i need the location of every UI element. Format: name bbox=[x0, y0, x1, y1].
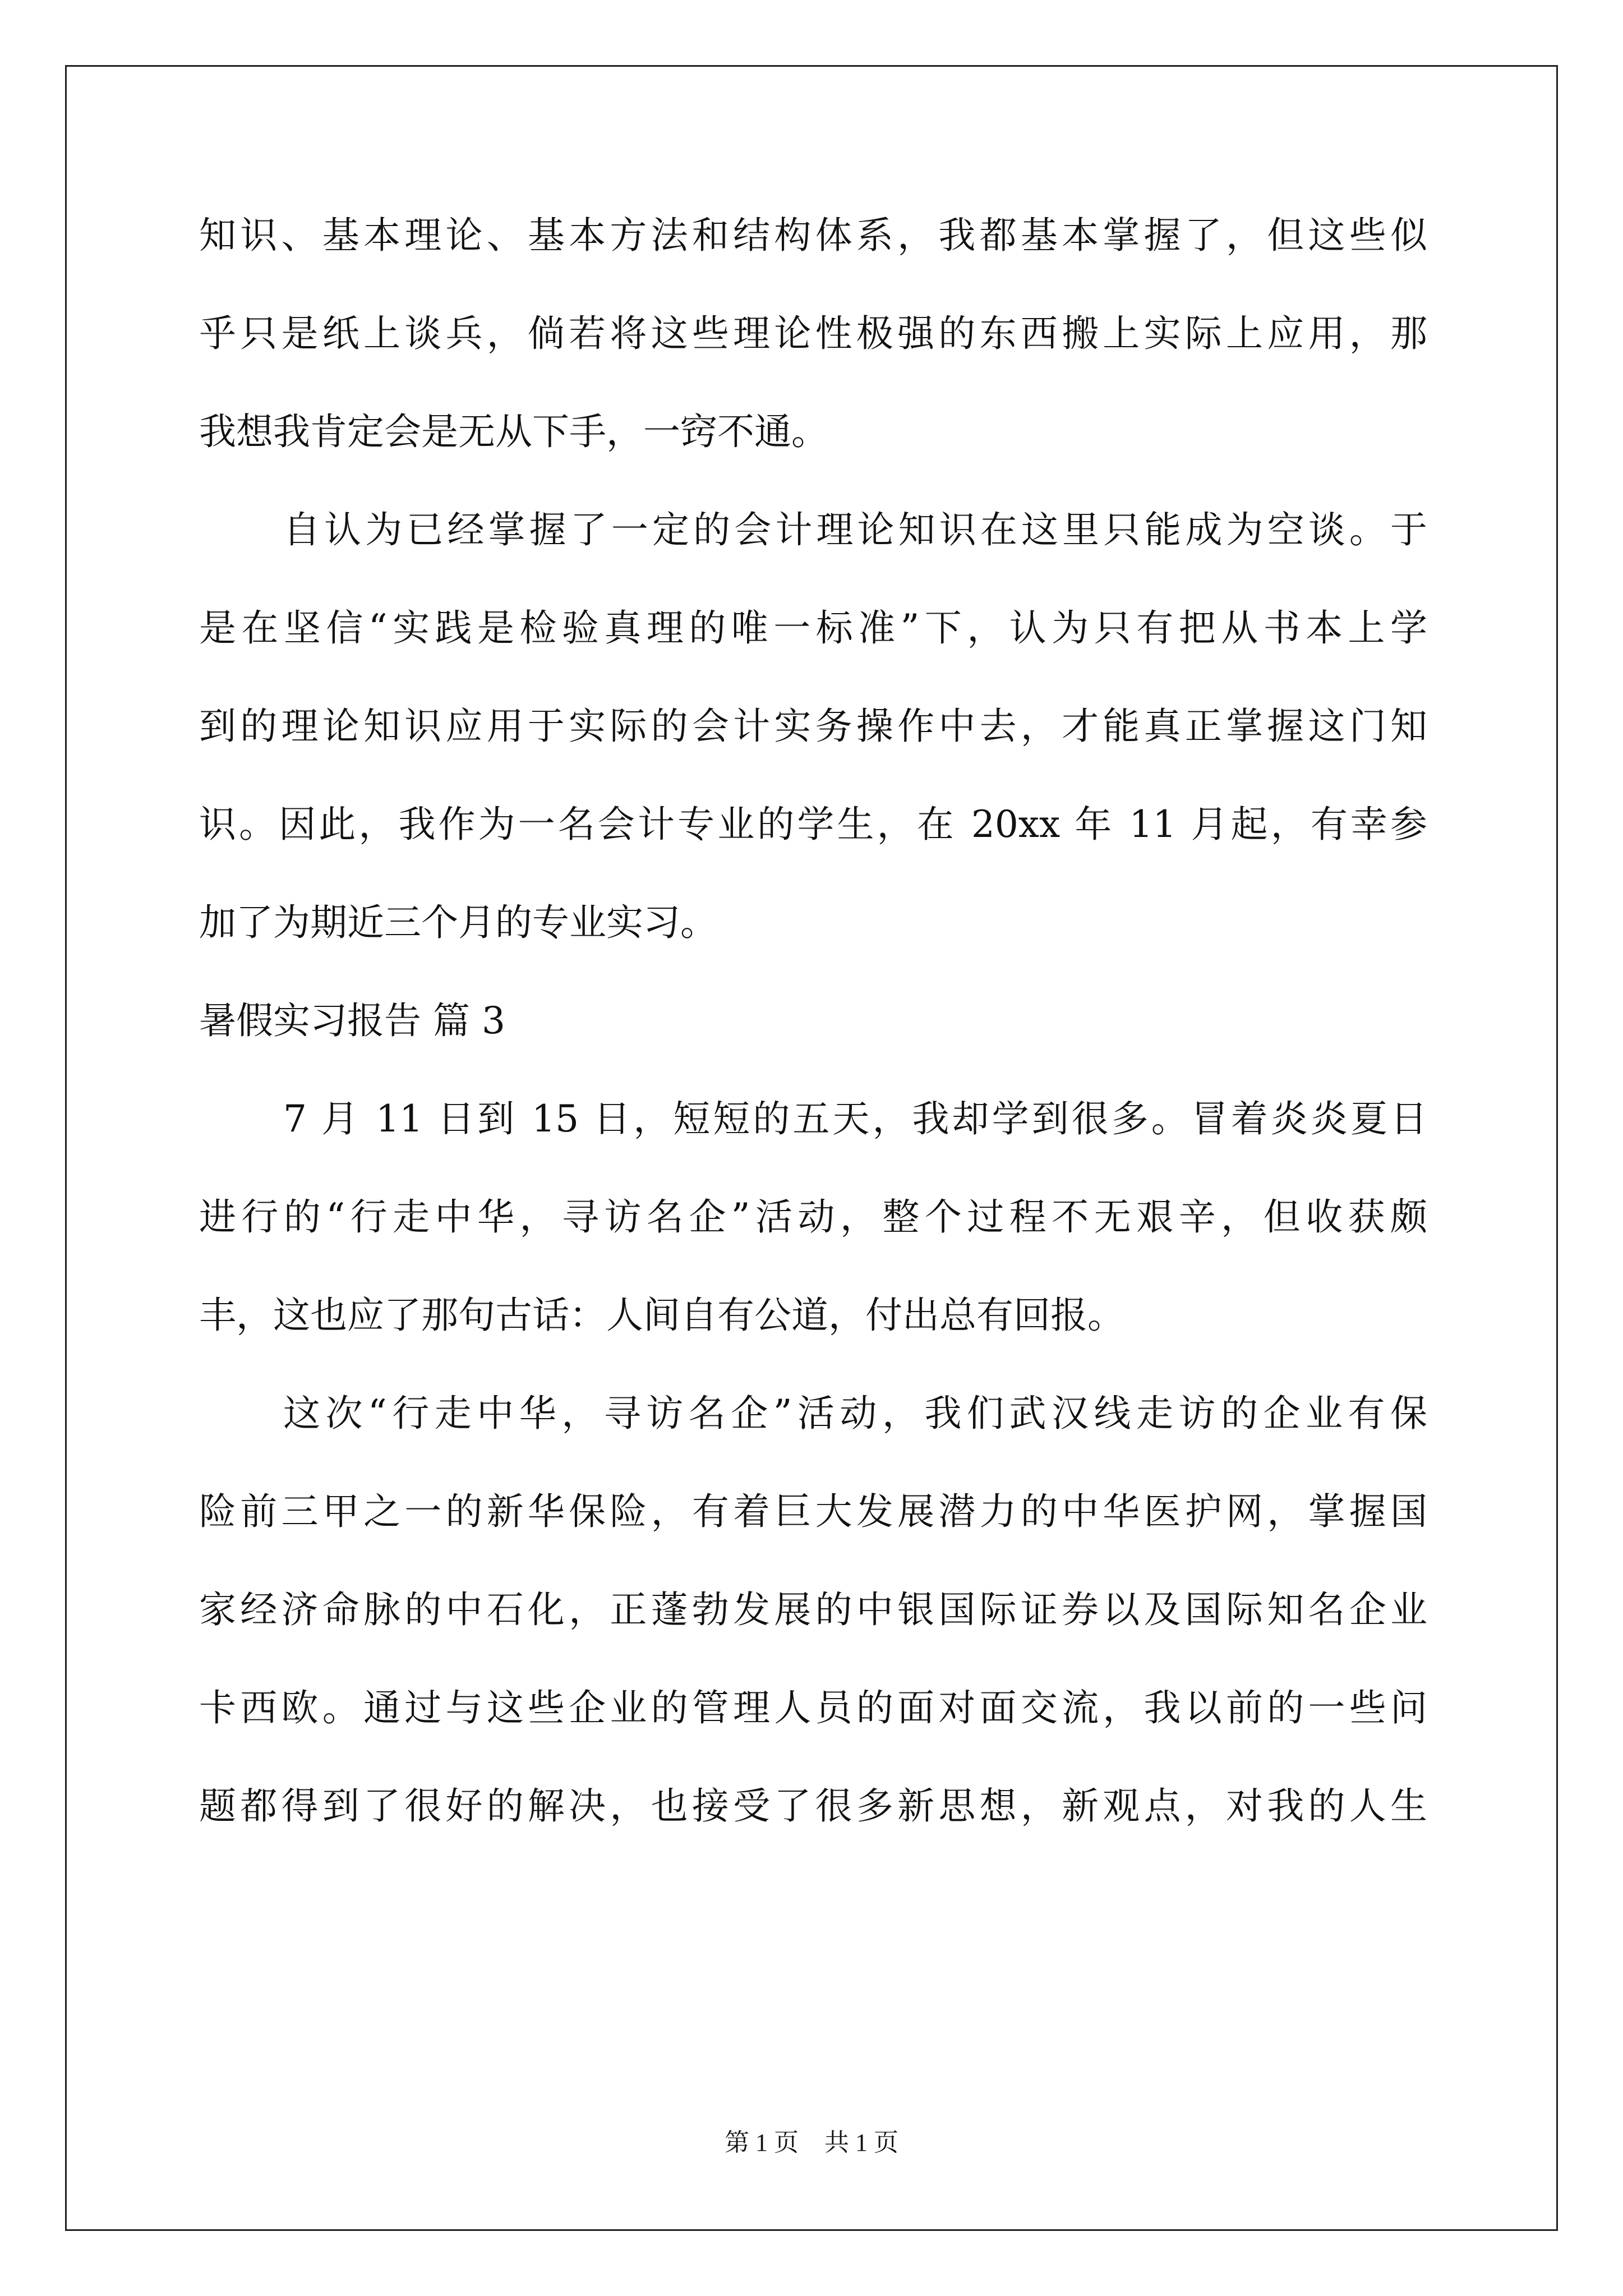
paragraph-line: 7 月 11 日到 15 日，短短的五天，我却学到很多。冒着炎炎夏日 bbox=[283, 1097, 1427, 1140]
paragraph-line: 这次“行走中华，寻访名企”活动，我们武汉线走访的企业有保 bbox=[283, 1392, 1427, 1435]
paragraph-line: 卡西欧。通过与这些企业的管理人员的面对面交流，我以前的一些问 bbox=[199, 1686, 1427, 1729]
paragraph-line: 题都得到了很好的解决，也接受了很多新思想，新观点，对我的人生 bbox=[199, 1784, 1427, 1828]
paragraph-line: 加了为期近三个月的专业实习。 bbox=[199, 901, 717, 944]
section-heading: 暑假实习报告 篇 3 bbox=[199, 999, 505, 1042]
page-footer bbox=[0, 2126, 1623, 2160]
page-number: 第 1 页 bbox=[725, 2129, 799, 2156]
paragraph-line: 自认为已经掌握了一定的会计理论知识在这里只能成为空谈。于 bbox=[283, 508, 1427, 551]
paragraph-line: 知识、基本理论、基本方法和结构体系，我都基本掌握了，但这些似 bbox=[199, 214, 1427, 257]
paragraph-line: 到的理论知识应用于实际的会计实务操作中去，才能真正掌握这门知 bbox=[199, 705, 1427, 748]
paragraph-line: 丰，这也应了那句古话：人间自有公道，付出总有回报。 bbox=[199, 1294, 1124, 1337]
paragraph-line: 险前三甲之一的新华保险，有着巨大发展潜力的中华医护网，掌握国 bbox=[199, 1490, 1427, 1533]
paragraph-line: 我想我肯定会是无从下手，一窍不通。 bbox=[199, 410, 828, 453]
paragraph-line: 是在坚信“实践是检验真理的唯一标准”下，认为只有把从书本上学 bbox=[199, 606, 1427, 650]
page-total: 共 1 页 bbox=[824, 2129, 898, 2156]
paragraph-line: 乎只是纸上谈兵，倘若将这些理论性极强的东西搬上实际上应用，那 bbox=[199, 312, 1427, 355]
paragraph-line: 家经济命脉的中石化，正蓬勃发展的中银国际证券以及国际知名企业 bbox=[199, 1588, 1427, 1631]
paragraph-line: 进行的“行走中华，寻访名企”活动，整个过程不无艰辛，但收获颇 bbox=[199, 1195, 1427, 1239]
paragraph-line: 识。因此，我作为一名会计专业的学生，在 20xx 年 11 月起，有幸参 bbox=[199, 803, 1427, 846]
